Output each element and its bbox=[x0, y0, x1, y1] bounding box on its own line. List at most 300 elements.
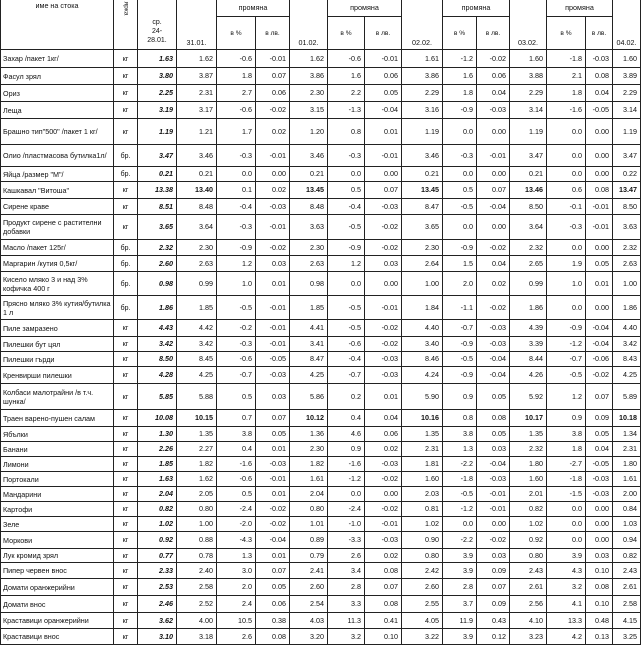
header-change-1: промяна bbox=[217, 0, 290, 17]
change-pct-day-4: 3.9 bbox=[547, 549, 586, 563]
change-abs-day-2: -0.02 bbox=[365, 320, 402, 337]
header-date-4: 03.02. bbox=[510, 0, 547, 50]
change-abs-day-1: -0.01 bbox=[256, 145, 290, 167]
price-day-2: 0.21 bbox=[290, 167, 328, 182]
change-pct-day-3: 2.0 bbox=[443, 272, 477, 296]
change-pct-day-4: -2.7 bbox=[547, 457, 586, 472]
change-abs-day-2: -0.01 bbox=[365, 517, 402, 532]
change-abs-day-2: -0.04 bbox=[365, 102, 402, 119]
change-pct-day-2: -0.5 bbox=[328, 320, 365, 337]
change-abs-day-2: 0.07 bbox=[365, 579, 402, 596]
header-pct-4: в % bbox=[547, 17, 586, 50]
change-pct-day-2: -0.4 bbox=[328, 199, 365, 215]
change-abs-day-4: -0.03 bbox=[586, 50, 613, 68]
change-pct-day-1: -2.4 bbox=[217, 502, 256, 517]
table-row bbox=[1, 68, 641, 85]
price-day-1: 3.46 bbox=[177, 145, 217, 167]
change-abs-day-4: 0.08 bbox=[586, 182, 613, 199]
price-day-1: 1.82 bbox=[177, 457, 217, 472]
change-pct-day-1: -0.3 bbox=[217, 215, 256, 240]
change-abs-day-4: 0.04 bbox=[586, 85, 613, 102]
price-day-5: 8.43 bbox=[613, 352, 641, 367]
price-day-3: 2.29 bbox=[402, 85, 443, 102]
table-row bbox=[1, 517, 641, 532]
price-day-4: 1.60 bbox=[510, 472, 547, 487]
change-pct-day-1: 0.5 bbox=[217, 384, 256, 410]
header-unit-text: ярка bbox=[122, 1, 129, 16]
price-day-5: 1.80 bbox=[613, 457, 641, 472]
price-day-3: 0.80 bbox=[402, 549, 443, 563]
change-pct-day-3: -1.1 bbox=[443, 296, 477, 320]
price-day-4: 1.86 bbox=[510, 296, 547, 320]
change-pct-day-2: 0.0 bbox=[328, 487, 365, 502]
change-abs-day-3: 0.08 bbox=[477, 410, 510, 427]
change-pct-day-3: -0.9 bbox=[443, 337, 477, 352]
product-name: Зеле bbox=[1, 517, 114, 532]
change-pct-day-1: -0.9 bbox=[217, 240, 256, 256]
price-day-3: 0.81 bbox=[402, 502, 443, 517]
price-day-1: 1.62 bbox=[177, 50, 217, 68]
change-pct-day-1: -0.2 bbox=[217, 320, 256, 337]
change-abs-day-3: 0.04 bbox=[477, 85, 510, 102]
price-day-2: 2.30 bbox=[290, 240, 328, 256]
price-day-3: 1.61 bbox=[402, 50, 443, 68]
change-abs-day-2: -0.03 bbox=[365, 199, 402, 215]
header-change-3: промяна bbox=[443, 0, 510, 17]
price-day-5: 4.15 bbox=[613, 613, 641, 629]
product-unit: кг bbox=[114, 442, 138, 457]
table-row bbox=[1, 442, 641, 457]
change-abs-day-1: 0.03 bbox=[256, 256, 290, 272]
average-price: 1.85 bbox=[138, 457, 177, 472]
change-pct-day-2: -0.6 bbox=[328, 337, 365, 352]
change-abs-day-1: -0.01 bbox=[256, 472, 290, 487]
average-price: 2.53 bbox=[138, 579, 177, 596]
table-row bbox=[1, 199, 641, 215]
change-pct-day-2: 3.2 bbox=[328, 629, 365, 645]
average-price: 2.33 bbox=[138, 563, 177, 579]
change-pct-day-3: 2.8 bbox=[443, 579, 477, 596]
price-day-1: 2.40 bbox=[177, 563, 217, 579]
change-abs-day-2: 0.01 bbox=[365, 119, 402, 145]
change-abs-day-1: 0.01 bbox=[256, 272, 290, 296]
change-pct-day-2: 11.3 bbox=[328, 613, 365, 629]
change-abs-day-3: -0.04 bbox=[477, 199, 510, 215]
price-day-5: 10.18 bbox=[613, 410, 641, 427]
change-abs-day-2: 0.41 bbox=[365, 613, 402, 629]
product-name: Траен варено-пушен салам bbox=[1, 410, 114, 427]
change-abs-day-1: 0.07 bbox=[256, 563, 290, 579]
price-day-5: 1.03 bbox=[613, 517, 641, 532]
change-abs-day-2: -0.02 bbox=[365, 472, 402, 487]
price-day-2: 2.63 bbox=[290, 256, 328, 272]
average-price: 5.85 bbox=[138, 384, 177, 410]
price-day-2: 2.04 bbox=[290, 487, 328, 502]
average-price: 1.02 bbox=[138, 517, 177, 532]
table-row bbox=[1, 487, 641, 502]
change-abs-day-1: -0.02 bbox=[256, 517, 290, 532]
change-pct-day-4: 0.0 bbox=[547, 517, 586, 532]
product-name: Маргарин /кутия 0,5кг/ bbox=[1, 256, 114, 272]
price-day-3: 2.64 bbox=[402, 256, 443, 272]
product-name: Леща bbox=[1, 102, 114, 119]
product-name: Масло /пакет 125г/ bbox=[1, 240, 114, 256]
change-pct-day-3: 0.0 bbox=[443, 517, 477, 532]
price-day-2: 0.89 bbox=[290, 532, 328, 549]
average-price: 4.28 bbox=[138, 367, 177, 384]
average-price: 0.21 bbox=[138, 167, 177, 182]
price-day-2: 2.60 bbox=[290, 579, 328, 596]
product-unit: кг bbox=[114, 320, 138, 337]
change-abs-day-3: 0.00 bbox=[477, 167, 510, 182]
price-day-1: 1.00 bbox=[177, 517, 217, 532]
product-name: Сирене краве bbox=[1, 199, 114, 215]
change-abs-day-3: 0.09 bbox=[477, 596, 510, 613]
change-pct-day-4: -1.2 bbox=[547, 337, 586, 352]
change-pct-day-1: 0.0 bbox=[217, 167, 256, 182]
price-day-2: 1.62 bbox=[290, 50, 328, 68]
price-day-4: 0.21 bbox=[510, 167, 547, 182]
change-abs-day-1: -0.03 bbox=[256, 199, 290, 215]
change-pct-day-3: 11.9 bbox=[443, 613, 477, 629]
price-day-3: 2.03 bbox=[402, 487, 443, 502]
product-name: Домати внос bbox=[1, 596, 114, 613]
price-day-4: 1.80 bbox=[510, 457, 547, 472]
price-day-4: 4.10 bbox=[510, 613, 547, 629]
price-day-1: 0.88 bbox=[177, 532, 217, 549]
header-abs-3: в лв. bbox=[477, 17, 510, 50]
product-unit: кг bbox=[114, 472, 138, 487]
price-day-3: 1.81 bbox=[402, 457, 443, 472]
price-day-2: 4.25 bbox=[290, 367, 328, 384]
header-pct-3: в % bbox=[443, 17, 477, 50]
product-name: Кашкавал "Витоша" bbox=[1, 182, 114, 199]
change-pct-day-1: 0.5 bbox=[217, 487, 256, 502]
change-pct-day-4: -0.3 bbox=[547, 215, 586, 240]
price-day-5: 8.50 bbox=[613, 199, 641, 215]
change-pct-day-1: -0.6 bbox=[217, 102, 256, 119]
change-pct-day-3: 0.8 bbox=[443, 410, 477, 427]
change-abs-day-2: 0.06 bbox=[365, 68, 402, 85]
change-pct-day-2: -3.3 bbox=[328, 532, 365, 549]
change-abs-day-1: 0.05 bbox=[256, 579, 290, 596]
change-pct-day-2: 3.3 bbox=[328, 596, 365, 613]
product-unit: кг bbox=[114, 457, 138, 472]
change-abs-day-3: -0.03 bbox=[477, 102, 510, 119]
change-pct-day-1: 2.7 bbox=[217, 85, 256, 102]
table-row bbox=[1, 613, 641, 629]
price-day-3: 0.21 bbox=[402, 167, 443, 182]
change-abs-day-2: -0.02 bbox=[365, 502, 402, 517]
price-day-1: 4.42 bbox=[177, 320, 217, 337]
change-abs-day-4: 0.10 bbox=[586, 563, 613, 579]
price-day-1: 2.58 bbox=[177, 579, 217, 596]
price-day-4: 2.56 bbox=[510, 596, 547, 613]
change-abs-day-4: 0.00 bbox=[586, 145, 613, 167]
price-day-3: 1.19 bbox=[402, 119, 443, 145]
change-abs-day-1: -0.02 bbox=[256, 502, 290, 517]
table-row bbox=[1, 296, 641, 320]
change-abs-day-2: 0.10 bbox=[365, 629, 402, 645]
product-name: Брашно тип"500" /пакет 1 кг/ bbox=[1, 119, 114, 145]
average-price: 8.51 bbox=[138, 199, 177, 215]
change-pct-day-1: 1.7 bbox=[217, 119, 256, 145]
change-pct-day-4: 0.0 bbox=[547, 145, 586, 167]
price-day-2: 8.47 bbox=[290, 352, 328, 367]
price-day-3: 4.40 bbox=[402, 320, 443, 337]
product-name: Мандарини bbox=[1, 487, 114, 502]
average-price: 0.92 bbox=[138, 532, 177, 549]
table-row bbox=[1, 320, 641, 337]
table-row bbox=[1, 596, 641, 613]
price-day-4: 8.50 bbox=[510, 199, 547, 215]
average-price: 3.80 bbox=[138, 68, 177, 85]
header-date-1: 31.01. bbox=[177, 0, 217, 50]
change-pct-day-2: -2.4 bbox=[328, 502, 365, 517]
average-price: 1.30 bbox=[138, 427, 177, 442]
change-abs-day-4: -0.03 bbox=[586, 472, 613, 487]
change-pct-day-4: 3.2 bbox=[547, 579, 586, 596]
price-day-3: 10.16 bbox=[402, 410, 443, 427]
change-pct-day-3: 0.9 bbox=[443, 384, 477, 410]
price-day-5: 0.22 bbox=[613, 167, 641, 182]
price-day-4: 2.29 bbox=[510, 85, 547, 102]
price-day-5: 4.25 bbox=[613, 367, 641, 384]
change-abs-day-1: -0.01 bbox=[256, 320, 290, 337]
product-unit: бр. bbox=[114, 167, 138, 182]
product-name: Пипер червен внос bbox=[1, 563, 114, 579]
price-day-3: 1.60 bbox=[402, 472, 443, 487]
price-day-2: 3.41 bbox=[290, 337, 328, 352]
product-unit: кг bbox=[114, 85, 138, 102]
change-abs-day-4: -0.06 bbox=[586, 352, 613, 367]
average-price: 1.63 bbox=[138, 50, 177, 68]
change-abs-day-3: -0.03 bbox=[477, 472, 510, 487]
change-abs-day-4: 0.04 bbox=[586, 442, 613, 457]
price-day-2: 2.41 bbox=[290, 563, 328, 579]
price-day-4: 4.26 bbox=[510, 367, 547, 384]
price-day-1: 2.63 bbox=[177, 256, 217, 272]
price-day-4: 3.64 bbox=[510, 215, 547, 240]
change-abs-day-3: -0.01 bbox=[477, 487, 510, 502]
change-pct-day-1: -0.6 bbox=[217, 352, 256, 367]
price-day-5: 3.25 bbox=[613, 629, 641, 645]
table-row bbox=[1, 50, 641, 68]
change-pct-day-1: 1.8 bbox=[217, 68, 256, 85]
table-row bbox=[1, 427, 641, 442]
product-unit: бр. bbox=[114, 272, 138, 296]
change-abs-day-3: 0.00 bbox=[477, 119, 510, 145]
change-abs-day-3: -0.01 bbox=[477, 502, 510, 517]
change-abs-day-3: 0.03 bbox=[477, 549, 510, 563]
change-pct-day-1: -0.3 bbox=[217, 145, 256, 167]
change-pct-day-4: -0.7 bbox=[547, 352, 586, 367]
product-name: Олио /пластмасова бутилка1л/ bbox=[1, 145, 114, 167]
change-pct-day-4: 2.1 bbox=[547, 68, 586, 85]
change-pct-day-3: -0.7 bbox=[443, 320, 477, 337]
product-unit: кг bbox=[114, 367, 138, 384]
price-day-5: 0.84 bbox=[613, 502, 641, 517]
change-abs-day-2: -0.01 bbox=[365, 145, 402, 167]
price-day-4: 3.14 bbox=[510, 102, 547, 119]
price-day-2: 8.48 bbox=[290, 199, 328, 215]
price-day-5: 2.32 bbox=[613, 240, 641, 256]
change-pct-day-2: 2.2 bbox=[328, 85, 365, 102]
change-pct-day-2: 0.5 bbox=[328, 182, 365, 199]
change-pct-day-1: -1.6 bbox=[217, 457, 256, 472]
price-day-5: 2.61 bbox=[613, 579, 641, 596]
change-abs-day-1: 0.02 bbox=[256, 182, 290, 199]
change-abs-day-3: -0.04 bbox=[477, 457, 510, 472]
price-day-3: 8.46 bbox=[402, 352, 443, 367]
price-day-5: 5.89 bbox=[613, 384, 641, 410]
change-pct-day-3: -1.8 bbox=[443, 472, 477, 487]
change-abs-day-1: 0.01 bbox=[256, 487, 290, 502]
change-abs-day-4: -0.05 bbox=[586, 102, 613, 119]
product-name: Краставици оранжерийни bbox=[1, 613, 114, 629]
change-abs-day-1: 0.06 bbox=[256, 85, 290, 102]
price-day-2: 1.20 bbox=[290, 119, 328, 145]
header-pct-2: в % bbox=[328, 17, 365, 50]
price-day-4: 0.99 bbox=[510, 272, 547, 296]
price-day-1: 2.31 bbox=[177, 85, 217, 102]
price-day-2: 0.98 bbox=[290, 272, 328, 296]
change-pct-day-3: -0.5 bbox=[443, 487, 477, 502]
change-abs-day-1: -0.02 bbox=[256, 240, 290, 256]
change-pct-day-4: 13.3 bbox=[547, 613, 586, 629]
price-day-4: 0.92 bbox=[510, 532, 547, 549]
change-pct-day-1: 1.3 bbox=[217, 549, 256, 563]
header-abs-2: в лв. bbox=[365, 17, 402, 50]
header-abs-1: в лв. bbox=[256, 17, 290, 50]
change-pct-day-3: -0.9 bbox=[443, 240, 477, 256]
price-day-3: 5.90 bbox=[402, 384, 443, 410]
change-pct-day-4: 4.3 bbox=[547, 563, 586, 579]
price-day-3: 2.42 bbox=[402, 563, 443, 579]
change-abs-day-3: 0.00 bbox=[477, 517, 510, 532]
change-pct-day-1: -0.3 bbox=[217, 337, 256, 352]
change-abs-day-1: 0.00 bbox=[256, 167, 290, 182]
price-day-2: 1.36 bbox=[290, 427, 328, 442]
average-price: 10.08 bbox=[138, 410, 177, 427]
change-abs-day-2: 0.00 bbox=[365, 272, 402, 296]
change-pct-day-4: 1.0 bbox=[547, 272, 586, 296]
product-name: Пилешки гърди bbox=[1, 352, 114, 367]
change-pct-day-4: -0.9 bbox=[547, 320, 586, 337]
table-row bbox=[1, 256, 641, 272]
change-abs-day-3: 0.00 bbox=[477, 215, 510, 240]
average-price: 13.38 bbox=[138, 182, 177, 199]
change-abs-day-4: 0.00 bbox=[586, 502, 613, 517]
price-day-3: 1.84 bbox=[402, 296, 443, 320]
change-abs-day-4: 0.07 bbox=[586, 384, 613, 410]
table-row bbox=[1, 502, 641, 517]
product-name: Ябълки bbox=[1, 427, 114, 442]
product-unit: бр. bbox=[114, 240, 138, 256]
product-name: Фасул зрял bbox=[1, 68, 114, 85]
change-pct-day-1: -0.4 bbox=[217, 199, 256, 215]
price-day-5: 1.61 bbox=[613, 472, 641, 487]
product-unit: кг bbox=[114, 629, 138, 645]
change-pct-day-4: 0.0 bbox=[547, 119, 586, 145]
change-abs-day-1: 0.06 bbox=[256, 596, 290, 613]
change-pct-day-4: -1.8 bbox=[547, 472, 586, 487]
product-unit: кг bbox=[114, 487, 138, 502]
product-unit: кг bbox=[114, 50, 138, 68]
change-pct-day-1: 3.0 bbox=[217, 563, 256, 579]
change-pct-day-2: -0.5 bbox=[328, 296, 365, 320]
change-abs-day-1: -0.01 bbox=[256, 50, 290, 68]
product-unit: кг bbox=[114, 352, 138, 367]
change-abs-day-4: -0.05 bbox=[586, 457, 613, 472]
change-pct-day-4: 0.9 bbox=[547, 410, 586, 427]
change-pct-day-2: 0.9 bbox=[328, 442, 365, 457]
price-day-3: 1.00 bbox=[402, 272, 443, 296]
product-unit: бр. bbox=[114, 256, 138, 272]
change-pct-day-1: 2.6 bbox=[217, 629, 256, 645]
change-pct-day-4: 1.2 bbox=[547, 384, 586, 410]
price-day-4: 2.32 bbox=[510, 442, 547, 457]
price-day-4: 1.02 bbox=[510, 517, 547, 532]
table-row bbox=[1, 182, 641, 199]
price-day-2: 3.20 bbox=[290, 629, 328, 645]
price-day-5: 1.60 bbox=[613, 50, 641, 68]
change-abs-day-2: -0.03 bbox=[365, 352, 402, 367]
change-pct-day-1: -0.6 bbox=[217, 472, 256, 487]
change-pct-day-3: 1.3 bbox=[443, 442, 477, 457]
product-unit: кг bbox=[114, 427, 138, 442]
table-row bbox=[1, 145, 641, 167]
change-pct-day-2: -1.6 bbox=[328, 457, 365, 472]
product-name: Краставици внос bbox=[1, 629, 114, 645]
change-pct-day-2: -0.5 bbox=[328, 215, 365, 240]
change-pct-day-2: 2.8 bbox=[328, 579, 365, 596]
change-pct-day-1: 0.4 bbox=[217, 442, 256, 457]
change-abs-day-3: -0.04 bbox=[477, 352, 510, 367]
change-pct-day-3: -1.2 bbox=[443, 502, 477, 517]
product-unit: кг bbox=[114, 119, 138, 145]
price-day-1: 1.21 bbox=[177, 119, 217, 145]
price-day-3: 3.65 bbox=[402, 215, 443, 240]
change-pct-day-1: -0.6 bbox=[217, 50, 256, 68]
average-price: 3.65 bbox=[138, 215, 177, 240]
average-price: 8.50 bbox=[138, 352, 177, 367]
price-day-4: 1.60 bbox=[510, 50, 547, 68]
product-name: Кисело мляко 3 и над 3% кофичка 400 г bbox=[1, 272, 114, 296]
average-price: 3.42 bbox=[138, 337, 177, 352]
change-pct-day-1: 10.5 bbox=[217, 613, 256, 629]
change-pct-day-3: -1.2 bbox=[443, 50, 477, 68]
change-pct-day-4: -1.5 bbox=[547, 487, 586, 502]
change-pct-day-4: -1.6 bbox=[547, 102, 586, 119]
price-day-2: 3.46 bbox=[290, 145, 328, 167]
change-abs-day-4: -0.01 bbox=[586, 199, 613, 215]
change-pct-day-2: -1.0 bbox=[328, 517, 365, 532]
change-abs-day-2: 0.02 bbox=[365, 549, 402, 563]
change-abs-day-3: 0.07 bbox=[477, 579, 510, 596]
change-pct-day-3: -0.5 bbox=[443, 199, 477, 215]
change-abs-day-2: 0.00 bbox=[365, 487, 402, 502]
change-abs-day-4: 0.09 bbox=[586, 410, 613, 427]
change-pct-day-3: 0.0 bbox=[443, 119, 477, 145]
price-day-2: 3.86 bbox=[290, 68, 328, 85]
change-abs-day-2: -0.03 bbox=[365, 367, 402, 384]
change-pct-day-4: 3.8 bbox=[547, 427, 586, 442]
change-pct-day-1: -0.7 bbox=[217, 367, 256, 384]
average-price: 3.19 bbox=[138, 102, 177, 119]
change-pct-day-2: -0.9 bbox=[328, 240, 365, 256]
price-day-3: 4.24 bbox=[402, 367, 443, 384]
